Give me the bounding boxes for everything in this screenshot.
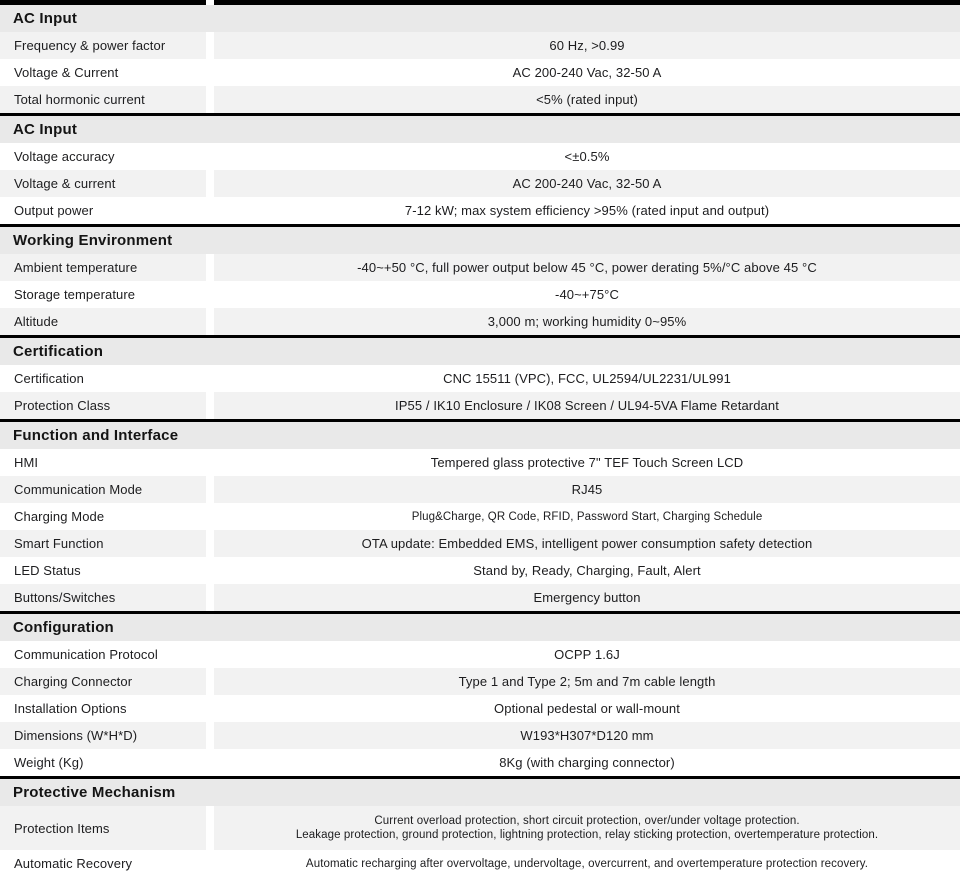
section-header: Function and Interface [0, 422, 960, 449]
column-gap [206, 584, 214, 611]
row-label: Certification [0, 365, 206, 392]
row-label: Voltage & Current [0, 59, 206, 86]
section-header: AC Input [0, 116, 960, 143]
row-value: Emergency button [214, 584, 960, 611]
table-row [0, 749, 960, 776]
table-row [0, 806, 960, 850]
row-value: IP55 / IK10 Enclosure / IK08 Screen / UL94-5VA Flame Retardant [214, 392, 960, 419]
row-label: Charging Mode [0, 503, 206, 530]
column-gap [206, 850, 214, 877]
column-gap [206, 557, 214, 584]
table-row [0, 503, 960, 530]
row-value: OCPP 1.6J [214, 641, 960, 668]
column-gap [206, 695, 214, 722]
table-row [0, 365, 960, 392]
row-label: Installation Options [0, 695, 206, 722]
row-label: Ambient temperature [0, 254, 206, 281]
top-bar-gap [206, 0, 214, 5]
row-label: Smart Function [0, 530, 206, 557]
table-row [0, 32, 960, 59]
row-label: Total hormonic current [0, 86, 206, 113]
row-value: Type 1 and Type 2; 5m and 7m cable length [214, 668, 960, 695]
section-header: Protective Mechanism [0, 779, 960, 806]
column-gap [206, 59, 214, 86]
table-row [0, 476, 960, 503]
column-gap [206, 722, 214, 749]
row-label: Dimensions (W*H*D) [0, 722, 206, 749]
row-label: Buttons/Switches [0, 584, 206, 611]
column-gap [206, 806, 214, 850]
row-label: Charging Connector [0, 668, 206, 695]
row-value: Automatic recharging after overvoltage, undervoltage, overcurrent, and overtemperature protection recovery. [214, 850, 960, 877]
row-value: -40~+75°C [214, 281, 960, 308]
column-gap [206, 641, 214, 668]
row-value [214, 806, 960, 850]
row-value: RJ45 [214, 476, 960, 503]
row-value: -40~+50 °C, full power output below 45 °C, power derating 5%/°C above 45 °C [214, 254, 960, 281]
column-gap [206, 197, 214, 224]
section-header: AC Input [0, 5, 960, 32]
column-gap [206, 365, 214, 392]
table-row [0, 59, 960, 86]
table-row [0, 641, 960, 668]
top-bar-left-segment [0, 0, 206, 5]
top-bar-right-segment [214, 0, 960, 5]
section-header: Configuration [0, 614, 960, 641]
column-gap [206, 503, 214, 530]
table-row [0, 86, 960, 113]
table-row [0, 530, 960, 557]
row-value: Plug&Charge, QR Code, RFID, Password Start, Charging Schedule [214, 503, 960, 530]
row-value: Optional pedestal or wall-mount [214, 695, 960, 722]
table-row [0, 850, 960, 877]
row-value: 7-12 kW; max system efficiency >95% (rated input and output) [214, 197, 960, 224]
row-value: <5% (rated input) [214, 86, 960, 113]
row-label: Weight (Kg) [0, 749, 206, 776]
column-gap [206, 32, 214, 59]
row-label: Voltage & current [0, 170, 206, 197]
row-value: Stand by, Ready, Charging, Fault, Alert [214, 557, 960, 584]
column-gap [206, 530, 214, 557]
spec-sections [0, 5, 960, 877]
row-value: 60 Hz, >0.99 [214, 32, 960, 59]
row-label: Storage temperature [0, 281, 206, 308]
table-row [0, 449, 960, 476]
table-row [0, 308, 960, 335]
row-label: Communication Mode [0, 476, 206, 503]
row-label: Communication Protocol [0, 641, 206, 668]
table-row [0, 557, 960, 584]
row-value: AC 200-240 Vac, 32-50 A [214, 59, 960, 86]
column-gap [206, 449, 214, 476]
row-value: CNC 15511 (VPC), FCC, UL2594/UL2231/UL991 [214, 365, 960, 392]
row-label: HMI [0, 449, 206, 476]
row-value: Tempered glass protective 7" TEF Touch Screen LCD [214, 449, 960, 476]
column-gap [206, 308, 214, 335]
column-gap [206, 668, 214, 695]
row-value: AC 200-240 Vac, 32-50 A [214, 170, 960, 197]
table-row [0, 695, 960, 722]
row-label: Automatic Recovery [0, 850, 206, 877]
row-value-line: Leakage protection, ground protection, lightning protection, relay sticking protection, overtemperature protection. [295, 829, 879, 841]
row-value: W193*H307*D120 mm [214, 722, 960, 749]
table-row [0, 143, 960, 170]
column-gap [206, 749, 214, 776]
table-row [0, 197, 960, 224]
row-value-line: Current overload protection, short circuit protection, over/under voltage protection. [374, 814, 800, 827]
row-value: 3,000 m; working humidity 0~95% [214, 308, 960, 335]
row-label: Altitude [0, 308, 206, 335]
column-gap [206, 254, 214, 281]
table-row [0, 170, 960, 197]
section-header: Working Environment [0, 227, 960, 254]
top-divider-bar [0, 0, 960, 5]
row-label: Output power [0, 197, 206, 224]
row-label: Frequency & power factor [0, 32, 206, 59]
row-value: OTA update: Embedded EMS, intelligent power consumption safety detection [214, 530, 960, 557]
column-gap [206, 476, 214, 503]
row-label: LED Status [0, 557, 206, 584]
table-row [0, 281, 960, 308]
table-row [0, 722, 960, 749]
column-gap [206, 392, 214, 419]
row-value: 8Kg (with charging connector) [214, 749, 960, 776]
table-row [0, 668, 960, 695]
table-row [0, 392, 960, 419]
column-gap [206, 281, 214, 308]
row-label: Voltage accuracy [0, 143, 206, 170]
row-label: Protection Items [0, 806, 206, 850]
table-row [0, 254, 960, 281]
row-value: <±0.5% [214, 143, 960, 170]
row-label: Protection Class [0, 392, 206, 419]
column-gap [206, 170, 214, 197]
table-row [0, 584, 960, 611]
column-gap [206, 86, 214, 113]
column-gap [206, 143, 214, 170]
section-header: Certification [0, 338, 960, 365]
